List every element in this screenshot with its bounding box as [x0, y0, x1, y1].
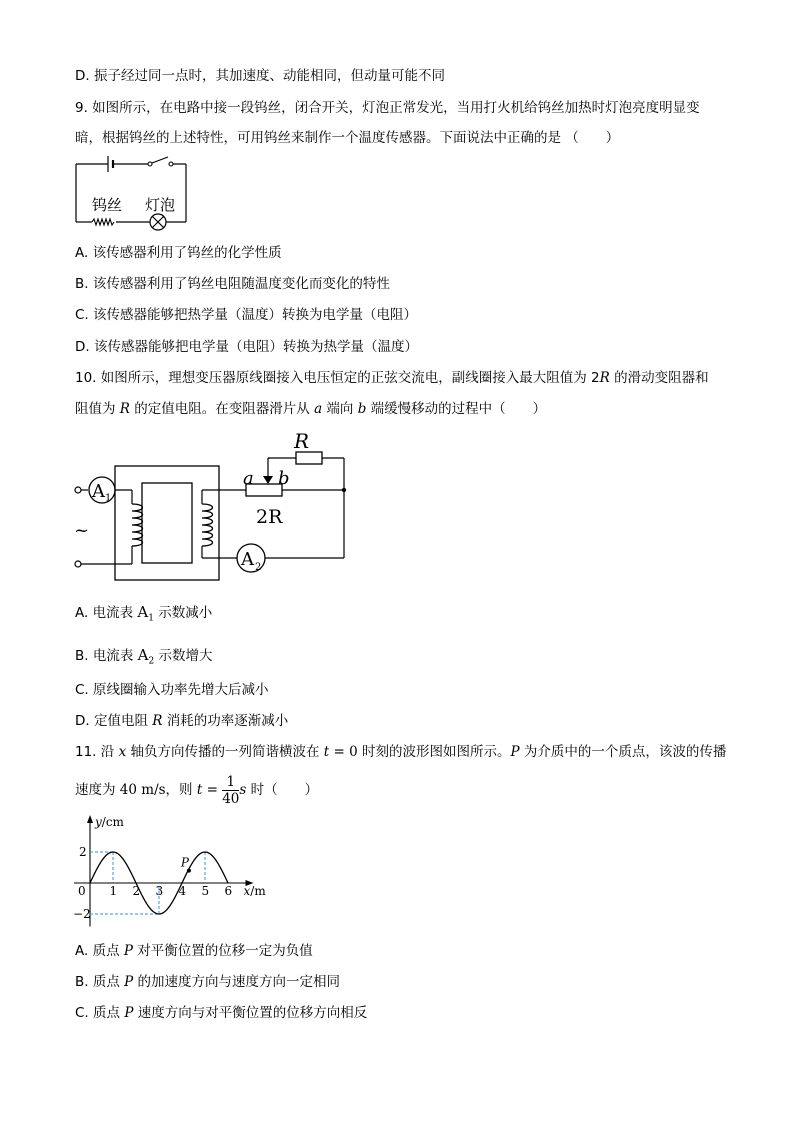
q10-option-d: D. 定值电阻 R 消耗的功率逐渐减小 [75, 713, 289, 729]
q11-option-c: C. 质点 P 速度方向与对平衡位置的位移方向相反 [75, 1005, 368, 1021]
primary-coil [132, 504, 143, 546]
q11-wave-chart [72, 815, 272, 925]
switch-contact [169, 162, 173, 166]
x-tick-label: 1 [109, 884, 118, 898]
tungsten-coil [92, 219, 114, 225]
q10-transformer-diagram [70, 428, 350, 588]
secondary-coil [202, 504, 213, 546]
switch-blade [152, 157, 168, 163]
x-tick-label: 3 [155, 884, 164, 898]
q10-option-c: C. 原线圈输入功率先增大后减小 [75, 682, 269, 698]
q9-option-b: B. 该传感器利用了钨丝电阻随温度变化而变化的特性 [75, 276, 390, 292]
y-tick-neg2: −2 [73, 907, 91, 921]
x-tick-label: 6 [224, 884, 233, 898]
q9-option-c: C. 该传感器能够把热学量（温度）转换为电学量（电阻） [75, 307, 418, 323]
q9-stem-line1: 9. 如图所示，在电路中接一段钨丝，闭合开关，灯泡正常发光，当用打火机给钨丝加热时灯泡亮度明显变 [75, 100, 700, 116]
q11-option-a: A. 质点 P 对平衡位置的位移一定为负值 [75, 943, 313, 959]
y-axis-arrow [87, 815, 93, 823]
slider-arrow [263, 476, 273, 484]
svg-text:1: 1 [105, 493, 112, 504]
q10-option-b: B. 电流表 $A_2$ 示数增大 [75, 646, 213, 667]
q9-stem-line2: 暗，根据钨丝的上述特性，可用钨丝来制作一个温度传感器。下面说法中正确的是 （ ） [75, 130, 620, 146]
label-b: b [278, 468, 290, 489]
q10-option-a: A. 电流表 $A_1$ 示数减小 [75, 603, 213, 624]
wire-label: 钨丝 [92, 196, 123, 214]
junction-dot [342, 488, 346, 492]
q11-stem-line2: 速度为 40 m/s，则 t = $\frac{1}{40}$ s 时（ ） [75, 773, 319, 807]
y-axis-label: y/cm [95, 815, 124, 829]
label-r: R [294, 429, 310, 453]
svg-text:2: 2 [255, 562, 262, 573]
fixed-resistor-r [296, 452, 322, 464]
ac-source-symbol: ~ [74, 520, 90, 541]
q10-stem-line1: 10. 如图所示，理想变压器原线圈接入电压恒定的正弦交流电，副线圈接入最大阻值为 2R 的滑动变阻器和 [75, 370, 709, 386]
x-axis-label: x/m [243, 884, 266, 898]
label-2r [256, 506, 283, 528]
x-tick-label: 5 [201, 884, 210, 898]
bulb-label: 灯泡 [145, 196, 176, 214]
point-p-label: P [180, 855, 189, 870]
q10-stem-line2: 阻值为 R 的定值电阻。在变阻器滑片从 a 端向 b 端缓慢移动的过程中（ ） [75, 401, 547, 417]
svg-text:A: A [241, 549, 254, 570]
q8-option-d: D. 振子经过同一点时，其加速度、动能相同，但动量可能不同 [75, 68, 445, 84]
svg-text:A: A [92, 481, 105, 502]
origin-label: 0 [78, 884, 86, 898]
q9-circuit-diagram [72, 152, 197, 232]
input-terminal-top [75, 487, 81, 493]
label-2r-text: 2R [256, 506, 283, 528]
q9-option-d: D. 该传感器能够把电学量（电阻）转换为热学量（温度） [75, 339, 418, 355]
q11-stem-line1: 11. 沿 x 轴负方向传播的一列简谐横波在 t = 0 时刻的波形图如图所示。P 为介质中的一个质点，该波的传播 [75, 744, 727, 760]
q11-option-b: B. 质点 P 的加速度方向与速度方向一定相同 [75, 974, 341, 990]
x-tick-label: 4 [178, 884, 187, 898]
input-terminal-bottom [75, 561, 81, 567]
x-tick-label: 2 [132, 884, 141, 898]
y-tick-2: 2 [79, 845, 87, 859]
switch-pivot [148, 162, 152, 166]
label-a: a [243, 468, 254, 489]
time-fraction: $\frac{1}{40}$ [222, 773, 240, 807]
q9-option-a: A. 该传感器利用了钨丝的化学性质 [75, 245, 282, 261]
